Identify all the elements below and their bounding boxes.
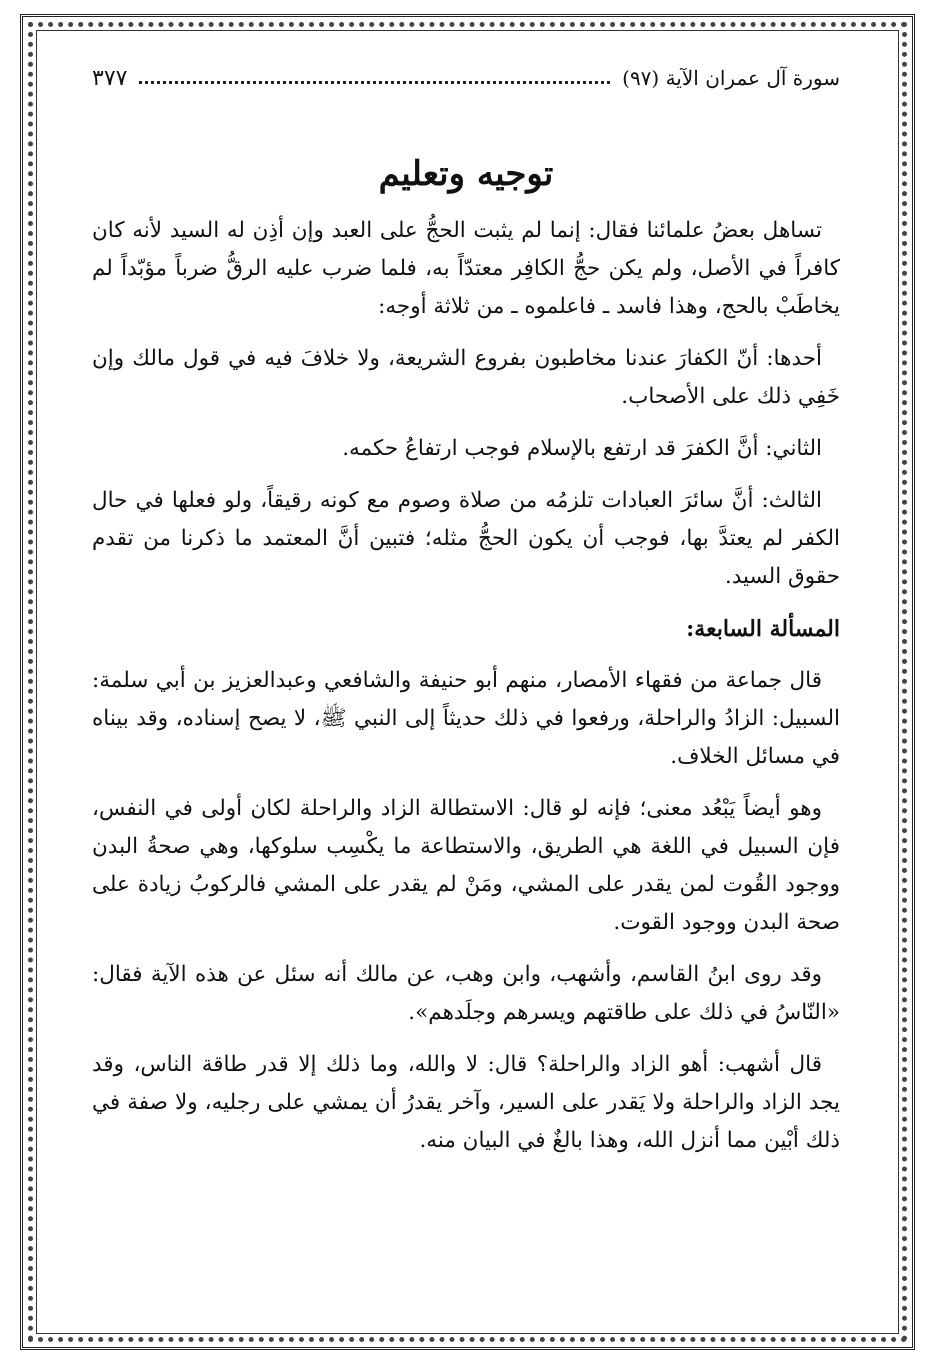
paragraph: أحدها: أنّ الكفارَ عندنا مخاطبون بفروع الشريعة، ولا خلافَ فيه في قول مالك وإن خَفِي ذلك على الأصحاب.: [92, 346, 840, 409]
issue-heading: المسألة السابعة:: [686, 616, 840, 642]
paragraph: الثالث: أنَّ سائرَ العبادات تلزمُه من صلاة وصوم مع كونه رقيقاً، ولو فعلها في حال الكفر لم يعتدَّ بها، فوجب أن يكون الحجُّ مثله؛ فتبين أنَّ المعتمد ما ذكرنا من تقدم حقوق السيد.: [92, 488, 840, 589]
paragraph: قال جماعة من فقهاء الأمصار، منهم أبو حنيفة والشافعي وعبدالعزيز بن أبي سلمة: السبيل: الزادُ والراحلة، ورفعوا في ذلك حديثاً إلى النبي ﷺ، لا يصح إسناده، وقد بيناه في مسائل الخلاف.: [92, 668, 840, 769]
dotted-leader: [139, 81, 610, 84]
paragraph: تساهل بعضُ علمائنا فقال: إنما لم يثبت الحجُّ على العبد وإن أذِن له السيد لأنه كان كافراً في الأصل، ولم يكن حجُّ الكافِر معتدّاً به، فلما ضرب عليه الرقُّ ضرباً مؤبّداً لم يخاطَبْ بالحج، وهذا فاسد ـ فاعلموه ـ من ثلاثة أوجه:: [92, 218, 840, 319]
running-header: [92, 58, 840, 98]
page-number: ٣٧٧: [92, 65, 128, 91]
paragraph: الثاني: أنَّ الكفرَ قد ارتفع بالإسلام فوجب ارتفاعُ حكمه.: [342, 436, 822, 461]
paragraph: قال أشهب: أهو الزاد والراحلة؟ قال: لا والله، وما ذلك إلا قدر طاقة الناس، وقد يجد الزاد والراحلة ولا يَقدر على السير، وآخر يقدرُ أن يمشي على رجليه، ولا صفة في ذلك أبْين مما أنزل الله، وهذا بالغٌ في البيان منه.: [92, 1052, 840, 1153]
book-page: [92, 58, 840, 1308]
paragraph: وقد روى ابنُ القاسم، وأشهب، وابن وهب، عن مالك أنه سئل عن هذه الآية فقال: «النّاسُ في ذلك على طاقتهم ويسرهم وجلَدهم».: [92, 962, 840, 1025]
paragraph: وهو أيضاً يَبْعُد معنى؛ فإنه لو قال: الاستطالة الزاد والراحلة لكان أولى في النفس، فإن السبيل في اللغة هي الطريق، والاستطاعة ما يكْسِب سلوكها، وهي صحةُ البدن ووجود القُوت لمن يقدر على المشي، ومَنْ لم يقدر على المشي فالركوبُ زيادة على صحة البدن ووجود القوت.: [92, 796, 840, 935]
running-title: سورة آل عمران الآية (٩٧): [622, 66, 840, 90]
section-title: توجيه وتعليم: [378, 154, 554, 194]
